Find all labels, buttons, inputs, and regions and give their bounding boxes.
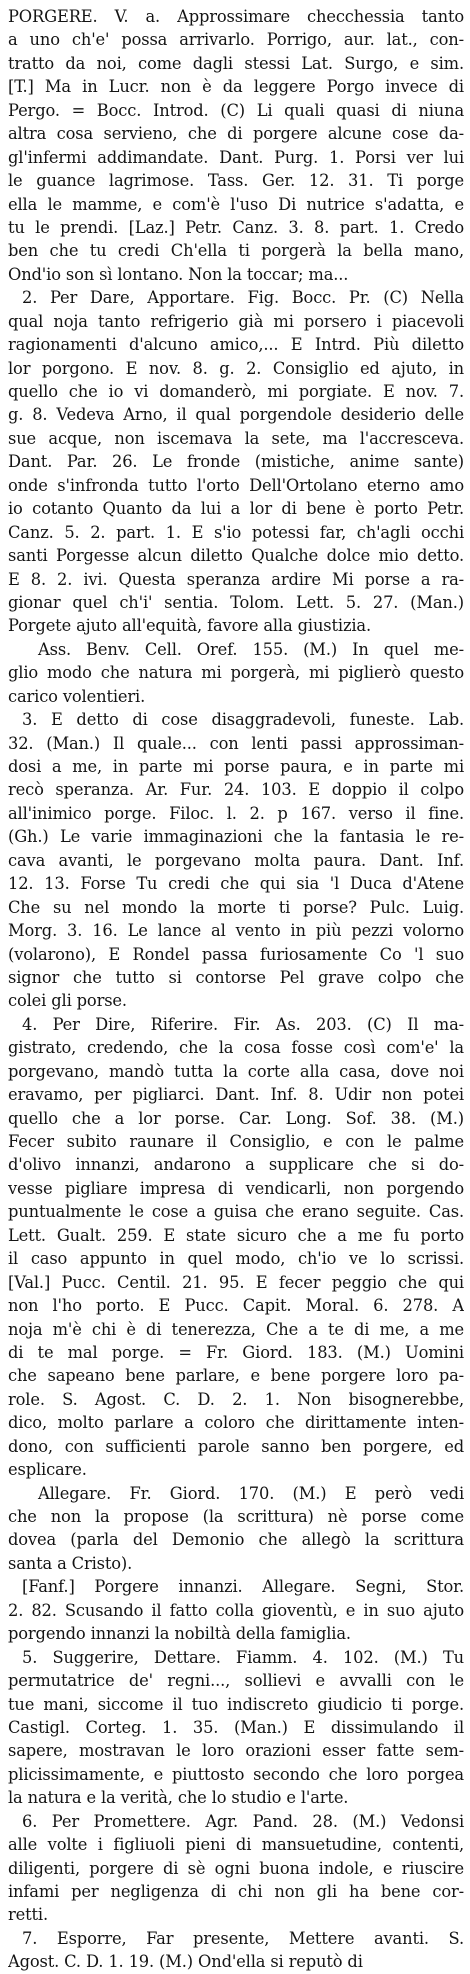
text-line: Pergo. = Bocc. Introd. (C) Li quali quasi di niuna	[8, 100, 464, 120]
text-line: all'inimico porge. Filoc. l. 2. p 167. verso il fine.	[8, 803, 464, 823]
text-line: 7. Esporre, Far presente, Mettere avanti. S.	[22, 1928, 464, 1948]
text-line: infami per negligenza di chi non gli ha bene cor-	[8, 1882, 464, 1901]
text-line: dosi a me, in parte mi porse paura, e in parte mi	[8, 757, 464, 776]
text-line: permutatrice de' regni..., sollievi e avvalli con le	[8, 1671, 464, 1691]
text-line: diligenti, porgere di sè ogni buona indole, e riuscire	[8, 1858, 464, 1878]
text-line: eravamo, per pigliarci. Dant. Inf. 8. Udir non potei	[8, 1085, 464, 1105]
text-line: (Gh.) Le varie immaginazioni che la fantasia le re-	[8, 827, 464, 847]
text-line: role. S. Agost. C. D. 2. 1. Non bisognerebbe,	[8, 1389, 464, 1409]
text-line: altra cosa servieno, che di porgere alcune cose da-	[8, 124, 464, 144]
text-line: dico, molto parlare a coloro che dirittamente inten-	[8, 1413, 464, 1433]
text-line: d'olivo innanzi, andarono a supplicare che si do-	[8, 1155, 464, 1175]
text-line: Canz. 5. 2. part. 1. E s'io potessi far, ch'agli occhi	[8, 522, 464, 542]
text-line: onde s'infronda tutto l'orto Dell'Ortolano eterno amo	[8, 475, 464, 495]
text-line: sapere, mostravan le loro orazioni esser fatte sem-	[8, 1741, 464, 1761]
text-line: Porgete ajuto all'equità, favore alla giustizia.	[8, 616, 372, 636]
text-line: noja m'è chi è di tenerezza, Che a te di me, a me	[8, 1319, 464, 1339]
text-line: gl'infermi addimandate. Dant. Purg. 1. Porsi ver lui	[8, 147, 464, 167]
text-line: a uno ch'e' possa arrivarlo. Porrigo, aur. lat., con-	[8, 30, 464, 50]
text-line: 5. Suggerire, Dettare. Fiamm. 4. 102. (M.) Tu	[22, 1647, 464, 1667]
text-line: colei gli porse.	[8, 991, 127, 1011]
text-line: signor che tutto si contorse Pel grave colpo che	[8, 967, 464, 987]
text-line: retti.	[8, 1905, 48, 1925]
text-line: santa a Cristo).	[8, 1553, 133, 1573]
text-line: ragionamenti d'alcuno amico,... E Intrd. Più diletto	[8, 335, 464, 355]
text-line: 4. Per Dire, Riferire. Fir. As. 203. (C) Il ma-	[22, 1014, 464, 1034]
text-line: che non la propose (la scrittura) nè porse come	[8, 1507, 464, 1526]
text-line: porgendo innanzi la nobiltà della famiglia.	[8, 1624, 351, 1644]
text-line: qual noja tanto refrigerio già mi porsero i piacevoli	[8, 311, 464, 331]
text-line: cava avanti, le porgevano molta paura. Dant. Inf.	[8, 850, 464, 870]
text-line: vesse pigliare impresa di vendicarli, non porgendo	[8, 1178, 464, 1198]
text-line: ben che tu credi Ch'ella ti porgerà la bella mano,	[8, 241, 464, 261]
text-line: santi Porgesse alcun diletto Qualche dolce mio detto.	[8, 546, 464, 566]
text-line: alle volte i figliuoli pieni di mansuetudine, contenti,	[8, 1835, 464, 1855]
text-line: Che su nel mondo la morte ti porse? Pulc. Luig.	[8, 897, 464, 917]
text-line: gistrato, credendo, che la cosa fosse così com'e' la	[8, 1038, 464, 1058]
text-line: ella le mamme, e com'è l'uso Di nutrice s'adatta, e	[8, 194, 464, 214]
text-line: 2. 82. Scusando il fatto colla gioventù, e in suo ajuto	[8, 1600, 464, 1620]
text-line: [T.] Ma in Lucr. non è da leggere Porgo invece di	[8, 77, 464, 97]
text-line: gionar quel ch'i' sentia. Tolom. Lett. 5. 27. (Man.)	[8, 592, 464, 612]
text-line: tratto da noi, come dagli stessi Lat. Surgo, e sim.	[8, 53, 464, 73]
text-line: il caso appunto in quel modo, ch'io ve lo scrissi.	[8, 1249, 464, 1269]
text-line: glio modo che natura mi porgerà, mi piglierò questo	[8, 663, 464, 683]
text-line: 32. (Man.) Il quale... con lenti passi approssiman-	[8, 733, 464, 753]
text-line: non l'ho porto. E Pucc. Capit. Moral. 6. 278. A	[8, 1296, 464, 1316]
text-line: Fecer subito raunare il Consiglio, e con le palme	[8, 1132, 464, 1151]
text-line: quello che a lor porse. Car. Long. Sof. 38. (M.)	[8, 1108, 464, 1128]
text-line: tu le prendi. [Laz.] Petr. Canz. 3. 8. part. 1. Credo	[8, 217, 464, 237]
text-line: PORGERE. V. a. Approssimare checchessia tanto	[8, 7, 464, 26]
text-line: 3. E detto di cose disaggradevoli, funeste. Lab.	[22, 710, 464, 730]
text-line: di te mal porge. = Fr. Giord. 183. (M.) Uomini	[8, 1342, 464, 1362]
text-line: quello che io vi domanderò, mi porgiate. E nov. 7.	[8, 382, 464, 401]
text-line: recò speranza. Ar. Fur. 24. 103. E doppio il colpo	[8, 780, 464, 800]
text-line: 2. Per Dare, Apportare. Fig. Bocc. Pr. (C) Nella	[22, 288, 464, 308]
text-line: Agost. C. D. 1. 19. (M.) Ond'ella si reputò di	[8, 1952, 363, 1972]
text-line: io cotanto Quanto da lui a lor di bene è porto Petr.	[8, 499, 464, 519]
text-line: dovea (parla del Demonio che allegò la scrittura	[8, 1530, 464, 1550]
text-line: tue mani, siccome il tuo indiscreto giudicio ti porge.	[8, 1694, 464, 1714]
text-line: le guance lagrimose. Tass. Ger. 12. 31. Ti porge	[8, 171, 464, 191]
text-line: 12. 13. Forse Tu credi che qui sia 'l Duca d'Atene	[8, 874, 464, 894]
text-line: E 8. 2. ivi. Questa speranza ardire Mi porse a ra-	[8, 569, 464, 589]
text-line: g. 8. Vedeva Arno, il qual porgendole desiderio delle	[8, 405, 464, 425]
text-line: dono, con sufficienti parole sanno ben porgere, ed	[8, 1436, 464, 1456]
text-line: Morg. 3. 16. Le lance al vento in più pezzi volorno	[8, 921, 464, 941]
text-line: sue acque, non iscemava la sete, ma l'accresceva.	[8, 428, 464, 448]
text-line: Dant. Par. 26. Le fronde (mistiche, anime sante)	[8, 452, 464, 472]
text-line: [Fanf.] Porgere innanzi. Allegare. Segni, Stor.	[22, 1577, 464, 1597]
text-line: la natura e la verità, che lo studio e l'arte.	[8, 1788, 349, 1808]
text-line: puntualmente le cose a guisa che erano seguite. Cas.	[8, 1202, 464, 1222]
text-line: lor porgono. E nov. 8. g. 2. Consiglio ed ajuto, in	[8, 358, 464, 378]
text-line: Castigl. Corteg. 1. 35. (Man.) E dissimulando il	[8, 1717, 464, 1737]
text-line: Ond'io son sì lontano. Non la toccar; ma...	[8, 264, 349, 284]
text-line: 6. Per Promettere. Agr. Pand. 28. (M.) Vedonsi	[22, 1811, 464, 1831]
text-line: porgevano, mandò tutta la corte alla casa, dove noi	[8, 1061, 464, 1081]
text-line: Allegare. Fr. Giord. 170. (M.) E però vedi	[38, 1483, 464, 1503]
text-line: plicissimamente, e piuttosto secondo che loro porgea	[8, 1764, 464, 1784]
text-line: carico volentieri.	[8, 686, 146, 706]
text-line: Ass. Benv. Cell. Oref. 155. (M.) In quel me-	[38, 639, 464, 659]
text-line: Lett. Gualt. 259. E state sicuro che a me fu porto	[8, 1225, 464, 1245]
text-line: (volarono), E Rondel passa furiosamente Co 'l suo	[8, 944, 464, 964]
text-line: [Val.] Pucc. Centil. 21. 95. E fecer peggio che qui	[8, 1272, 464, 1292]
text-line: esplicare.	[8, 1460, 87, 1480]
text-line: che sapeano bene parlare, e bene porgere loro pa-	[8, 1366, 464, 1386]
